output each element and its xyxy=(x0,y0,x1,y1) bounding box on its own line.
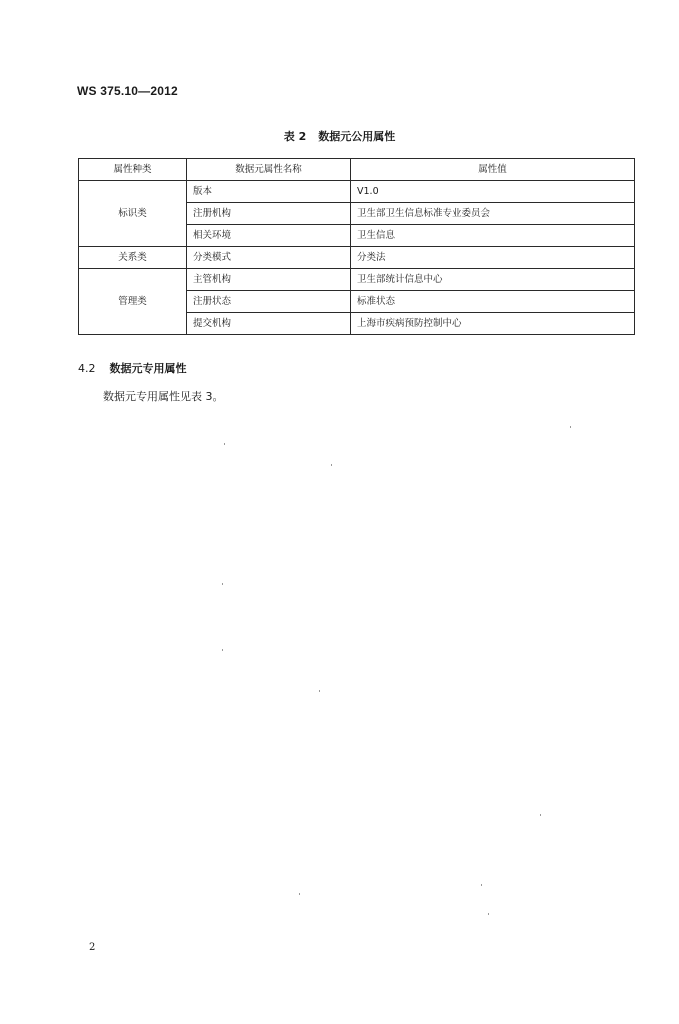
scan-speck xyxy=(224,443,225,445)
attribute-value-cell: 分类法 xyxy=(351,247,635,269)
table-number: 表 2 xyxy=(283,130,307,143)
scan-speck xyxy=(570,426,571,428)
table-row xyxy=(79,269,635,291)
category-cell: 标识类 xyxy=(79,181,187,247)
category-cell: 关系类 xyxy=(79,247,187,269)
scan-speck xyxy=(331,464,332,466)
category-cell: 管理类 xyxy=(79,269,187,335)
scan-speck xyxy=(222,649,223,651)
scan-speck xyxy=(488,913,489,915)
table-title: 数据元公用属性 xyxy=(318,130,396,143)
attribute-value-cell: 标准状态 xyxy=(351,291,635,313)
page-number: 2 xyxy=(89,942,96,953)
column-header-category: 属性种类 xyxy=(79,159,187,181)
scan-speck xyxy=(319,690,320,692)
attribute-value-cell: 卫生部卫生信息标准专业委员会 xyxy=(351,203,635,225)
column-header-attribute-value: 属性值 xyxy=(351,159,635,181)
attribute-value-cell: 卫生信息 xyxy=(351,225,635,247)
table-row xyxy=(79,181,635,203)
scan-speck xyxy=(481,884,482,886)
section-body-text: 数据元专用属性见表 3。 xyxy=(103,390,224,403)
column-header-attribute-name: 数据元属性名称 xyxy=(187,159,351,181)
attribute-name-cell: 注册机构 xyxy=(187,203,351,225)
scan-speck xyxy=(222,583,223,585)
attribute-name-cell: 提交机构 xyxy=(187,313,351,335)
table-header-row xyxy=(79,159,635,181)
attribute-name-cell: 注册状态 xyxy=(187,291,351,313)
section-title: 数据元专用属性 xyxy=(109,362,187,375)
attribute-value-cell: 卫生部统计信息中心 xyxy=(351,269,635,291)
standard-code: WS 375.10—2012 xyxy=(77,84,178,98)
attribute-name-cell: 分类模式 xyxy=(187,247,351,269)
attribute-name-cell: 版本 xyxy=(187,181,351,203)
section-number: 4.2 xyxy=(78,362,96,375)
table-caption xyxy=(0,128,679,144)
attribute-table xyxy=(78,158,635,335)
attribute-name-cell: 主管机构 xyxy=(187,269,351,291)
attribute-value-cell: 上海市疾病预防控制中心 xyxy=(351,313,635,335)
section-heading xyxy=(78,360,187,376)
attribute-value-cell: V1.0 xyxy=(351,181,635,203)
table-row xyxy=(79,247,635,269)
scan-speck xyxy=(299,893,300,895)
attribute-name-cell: 相关环境 xyxy=(187,225,351,247)
scan-speck xyxy=(540,814,541,816)
